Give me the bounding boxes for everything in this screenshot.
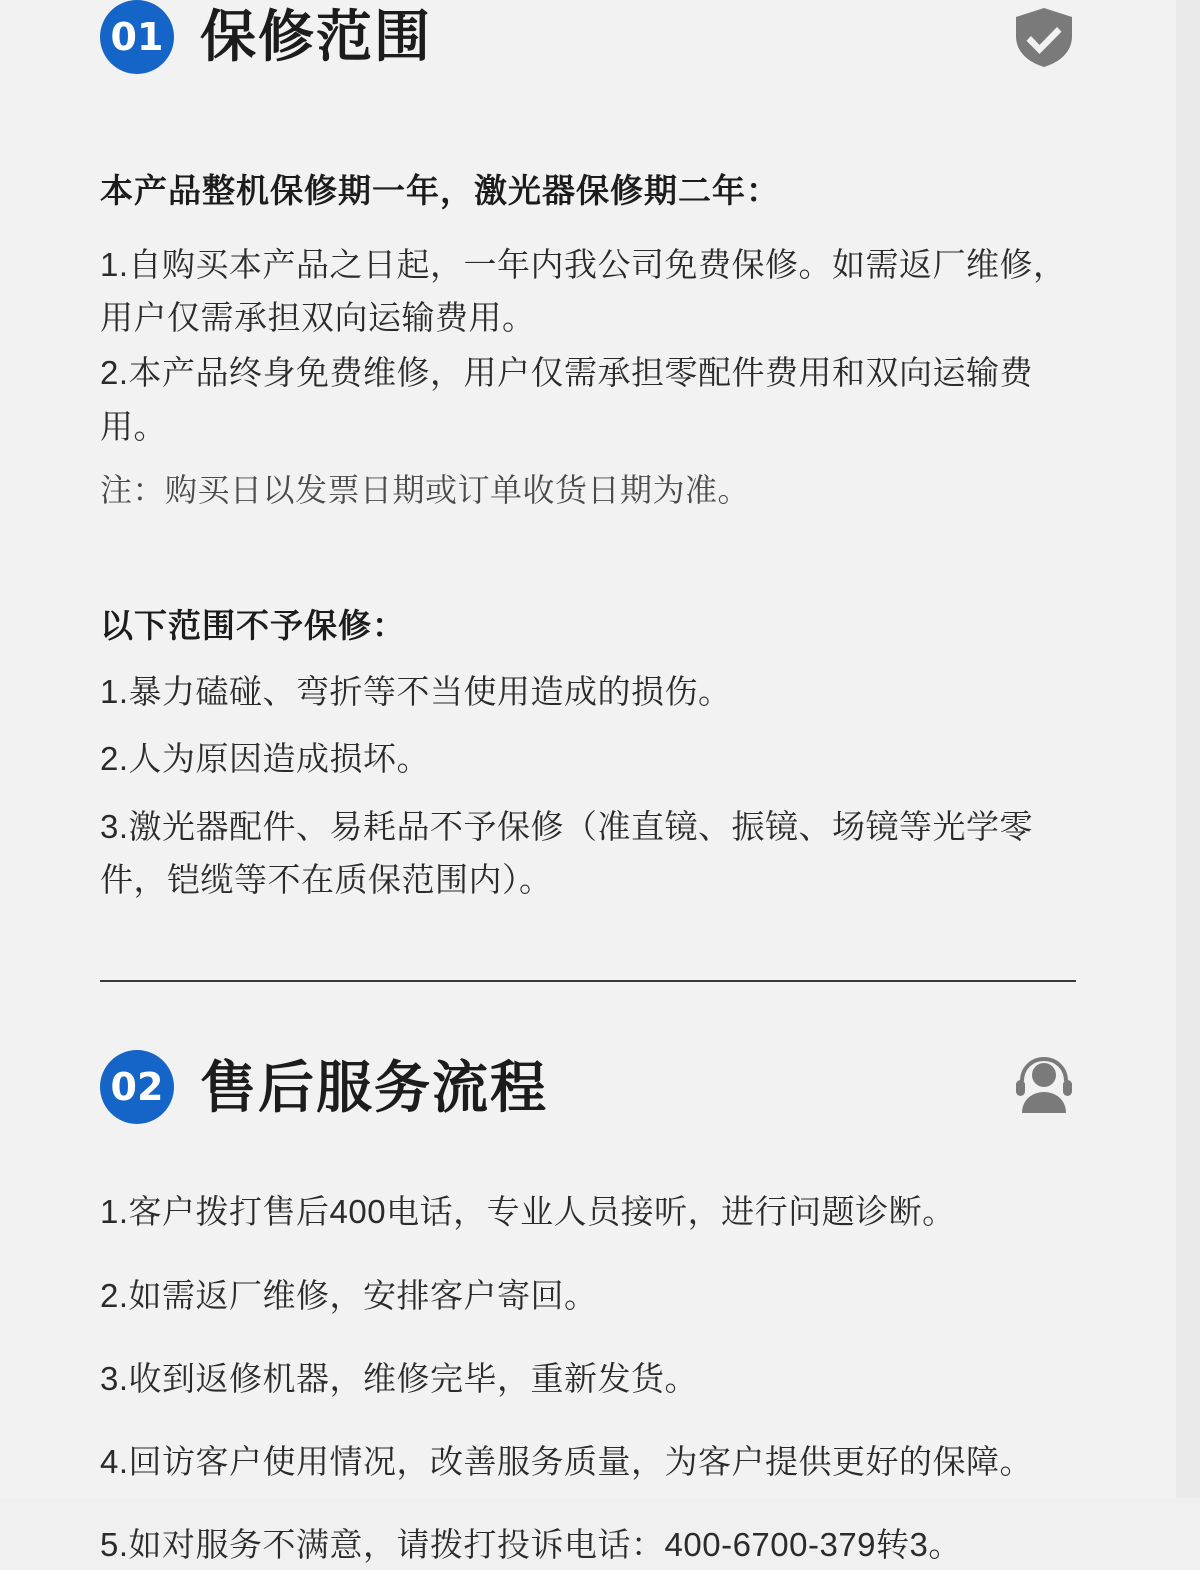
section-title-after-sales-process: 售后服务流程 xyxy=(200,1055,548,1119)
warranty-item-2: 2.本产品终身免费维修，用户仅需承担零配件费用和双向运输费用。 xyxy=(100,354,1034,445)
after-sales-process-list xyxy=(100,1186,1076,1570)
process-step-4: 4.回访客户使用情况，改善服务质量，为客户提供更好的保障。 xyxy=(100,1442,1034,1480)
warranty-item-1: 1.自购买本产品之日起，一年内我公司免费保修。如需返厂维修，用户仅需承担双向运输费用。 xyxy=(100,245,1067,336)
process-step-2: 2.如需返厂维修，安排客户寄回。 xyxy=(100,1276,598,1314)
process-step-1: 1.客户拨打售后400电话，专业人员接听，进行问题诊断。 xyxy=(100,1193,956,1231)
section-divider xyxy=(100,980,1076,982)
exclusion-item-2: 2.人为原因造成损坏。 xyxy=(100,740,431,778)
process-step-3: 3.收到返修机器，维修完毕，重新发货。 xyxy=(100,1359,699,1397)
exclusion-item-1: 1.暴力磕碰、弯折等不当使用造成的损伤。 xyxy=(100,672,732,710)
warranty-period-heading: 本产品整机保修期一年，激光器保修期二年： xyxy=(100,172,780,209)
process-step-5: 5.如对服务不满意，请拨打投诉电话：400-6700-379转3。 xyxy=(100,1526,962,1564)
headset-support-icon xyxy=(1012,1055,1076,1119)
shield-check-icon xyxy=(1012,5,1076,69)
page-right-margin xyxy=(1176,0,1200,1498)
warranty-note: 注：购买日以发票日期或订单收货日期为准。 xyxy=(100,472,751,509)
section-header-after-sales-process xyxy=(100,1050,1076,1124)
section-title-warranty-scope: 保修范围 xyxy=(200,5,432,69)
section-number-badge-02: 02 xyxy=(100,1050,174,1124)
exclusion-item-3: 3.激光器配件、易耗品不予保修（准直镜、振镜、场镜等光学零件，铠缆等不在质保范围内）。 xyxy=(100,807,1034,898)
section-number-badge-01: 01 xyxy=(100,0,174,74)
exclusions-heading: 以下范围不予保修： xyxy=(100,607,406,645)
section-header-warranty-scope xyxy=(100,0,1076,74)
